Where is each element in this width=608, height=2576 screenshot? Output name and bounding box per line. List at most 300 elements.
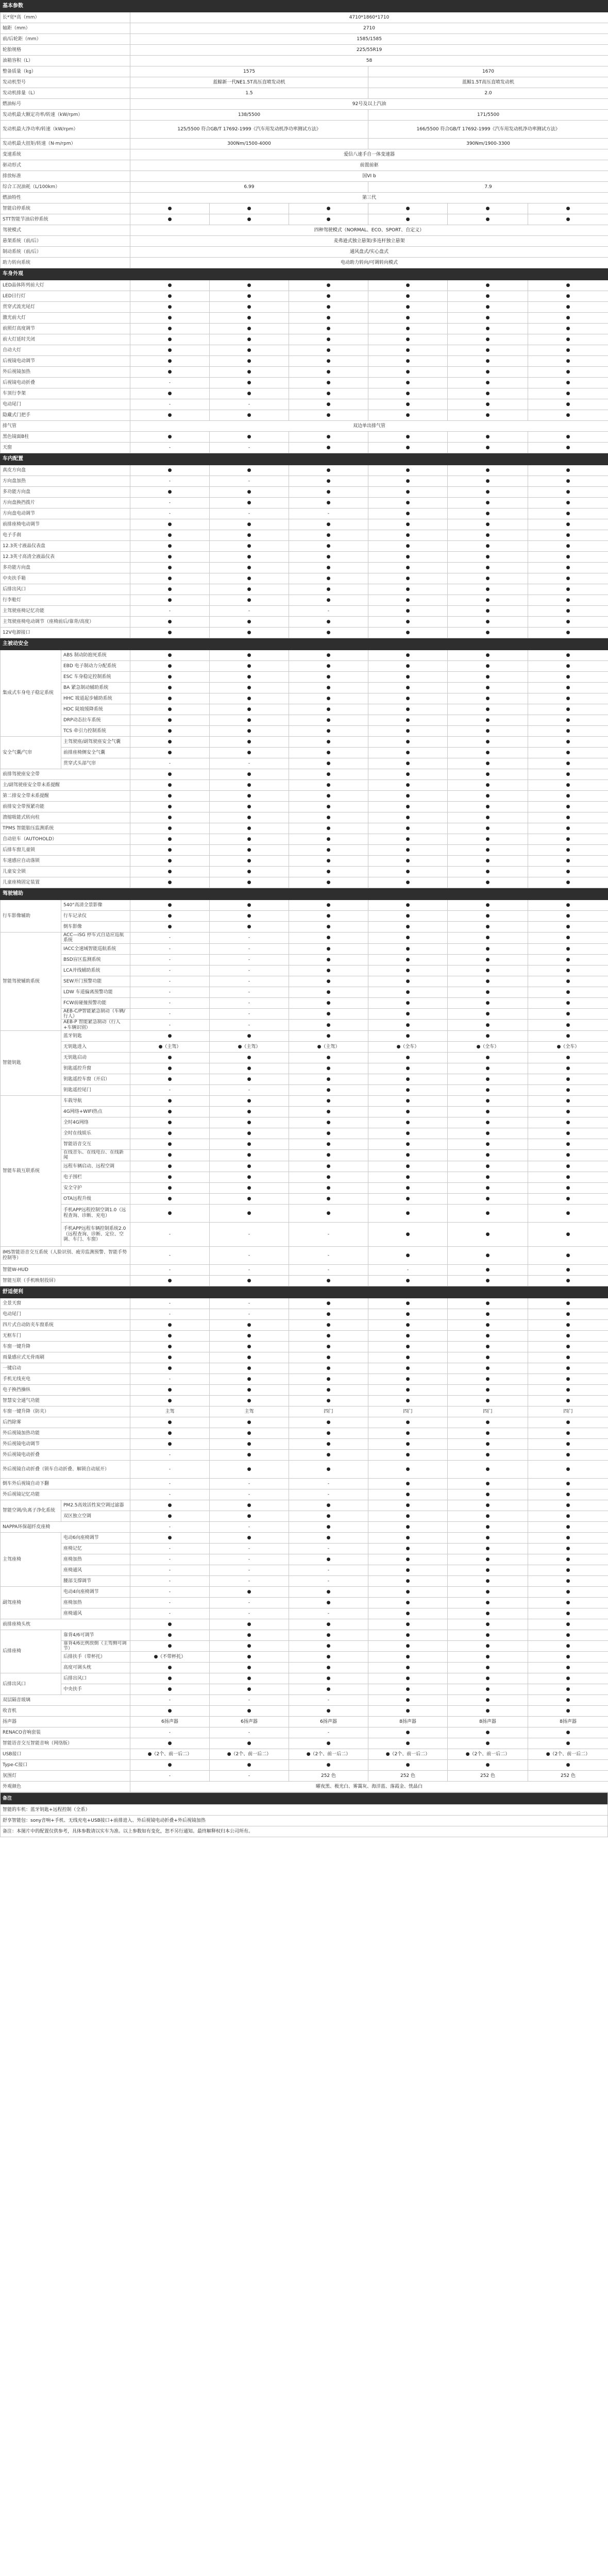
trim-value: - [210, 1695, 289, 1706]
row-label: 多功能方向盘 [1, 487, 130, 498]
row-group-label: 安全气囊/气帘 [1, 737, 61, 769]
trim-value: ● [368, 933, 448, 944]
trim-value: ● [528, 965, 608, 976]
trim-value: ● [289, 1031, 368, 1042]
trim-value: ● [289, 1298, 368, 1309]
trim-value: ● [130, 1139, 210, 1150]
trim-value: ● [289, 1085, 368, 1096]
row-value: 曜夜黑、极光白、雾霭灰、海洋蓝、落霞金、恍晶白 [130, 1782, 608, 1792]
trim-value: ● [448, 606, 528, 617]
trim-value: ● [289, 552, 368, 563]
trim-value: ● [448, 1695, 528, 1706]
trim-value: ● [210, 1684, 289, 1695]
trim-value: ● [210, 1031, 289, 1042]
trim-value: ● [368, 552, 448, 563]
trim-value: ● [289, 726, 368, 737]
spec-row [1, 66, 608, 77]
trim-value: ● [368, 378, 448, 388]
row-label: 电子手刹 [1, 530, 130, 541]
trim-value: ● [368, 867, 448, 877]
trim-value: ● [289, 1128, 368, 1139]
trim-value: - [368, 1264, 448, 1275]
row-label: 高度可调头枕 [61, 1663, 130, 1673]
trim-value: ● [528, 812, 608, 823]
trim-value: ● [448, 541, 528, 552]
trim-value: ●（主驾） [130, 1042, 210, 1053]
trim-value: ● [368, 1619, 448, 1630]
trim-value: ● [289, 802, 368, 812]
trim-value: ● [368, 812, 448, 823]
trim-value: ● [289, 1586, 368, 1597]
trim-value: - [289, 1727, 368, 1738]
trim-value: ● [289, 595, 368, 606]
trim-value: ● [210, 465, 289, 476]
spec-row [1, 802, 608, 812]
row-label: 手机APP远程车辆控制系统2.0（远程查询、诊断、定位、空调、车门、车窗） [61, 1222, 130, 1246]
spec-row [1, 1193, 608, 1204]
trim-value: ● [448, 214, 528, 225]
trim-value: ● [289, 1139, 368, 1150]
row-value: 2710 [130, 23, 608, 34]
trim-value: ● [368, 399, 448, 410]
trim-value: ● [210, 672, 289, 683]
trim-value: ● [448, 291, 528, 302]
trim-value: ● [448, 943, 528, 954]
spec-row [1, 99, 608, 110]
trim-value: ● [210, 1193, 289, 1204]
spec-row [1, 1586, 608, 1597]
trim-value: ● [368, 823, 448, 834]
trim-value: ● [210, 563, 289, 573]
trim-value: 252 色 [368, 1771, 448, 1782]
trim-value: ● [368, 1586, 448, 1597]
trim-value: ● [528, 1319, 608, 1330]
row-label: 黑色镜面B柱 [1, 432, 130, 443]
row-label: IACC全速域智能巡航系统 [61, 943, 130, 954]
row-value: 92号及以上汽油 [130, 99, 608, 110]
trim-value: ● [448, 1384, 528, 1395]
trim-value: ● [210, 324, 289, 334]
trim-value: ● [448, 313, 528, 324]
trim-value: - [130, 954, 210, 965]
section-header [1, 888, 608, 900]
trim-value: ● [528, 1727, 608, 1738]
trim-value: ● [528, 432, 608, 443]
row-group-label: 主驾座椅 [1, 1532, 61, 1586]
row-label: 主驾驶座/副驾驶座安全气囊 [61, 737, 130, 748]
spec-row [1, 1096, 608, 1107]
spec-row [1, 313, 608, 324]
trim-value: ● [528, 1630, 608, 1640]
spec-row [1, 683, 608, 693]
trim-value: ● [368, 715, 448, 726]
spec-row [1, 1222, 608, 1246]
trim-value: ● [528, 987, 608, 997]
trim-value: ● [289, 1020, 368, 1031]
row-label: 前排安全带预紧功能 [1, 802, 130, 812]
trim-value: ● [210, 1428, 289, 1438]
trim-value: ● [528, 573, 608, 584]
trim-value: ● [368, 758, 448, 769]
trim-value: ● [528, 1478, 608, 1489]
trim-value: ● [210, 802, 289, 812]
trim-value: ● [130, 1053, 210, 1063]
spec-row [1, 258, 608, 268]
trim-value: ● [210, 748, 289, 758]
trim-value: ● [130, 1684, 210, 1695]
trim-value: - [130, 1246, 210, 1264]
trim-value: ● [289, 1182, 368, 1193]
trim-value: ● [448, 672, 528, 683]
trim-value: ● [368, 1319, 448, 1330]
spec-row [1, 1511, 608, 1521]
trim-value: ● [130, 823, 210, 834]
row-label: 方向盘换挡拨片 [1, 498, 130, 509]
spec-row [1, 1500, 608, 1511]
trim-value: ● [210, 1172, 289, 1182]
row-value: 171/5500 [368, 110, 608, 121]
trim-value: ● [289, 1630, 368, 1640]
trim-value: ● [368, 1521, 448, 1532]
trim-value: ● [448, 1107, 528, 1117]
trim-value: ● [528, 302, 608, 313]
trim-value: ● [289, 1428, 368, 1438]
trim-value: ● [448, 1139, 528, 1150]
trim-value: ● [448, 823, 528, 834]
trim-value: ● [210, 769, 289, 780]
trim-value: ● [528, 1374, 608, 1384]
trim-value: - [210, 509, 289, 519]
trim-value: ● [289, 1554, 368, 1565]
trim-value: ● [448, 1161, 528, 1172]
row-label: 儿童座椅固定装置 [1, 877, 130, 888]
spec-row [1, 1663, 608, 1673]
trim-value: - [210, 1597, 289, 1608]
trim-value: ● [289, 291, 368, 302]
trim-value: ● [289, 1204, 368, 1222]
trim-value: ● [210, 715, 289, 726]
trim-value: ● [528, 715, 608, 726]
trim-value: ● [448, 1319, 528, 1330]
trim-value: ● [528, 1738, 608, 1749]
spec-row [1, 911, 608, 922]
footer-line-2: 舒享智能包：sony音响+手机、无线充电+USB接口+前排进入、外后视镜电动折叠+外后视镜加热 [1, 1816, 608, 1826]
row-label: 全时4G网络 [61, 1117, 130, 1128]
trim-value: ● [368, 661, 448, 672]
trim-value: ● [368, 748, 448, 758]
row-group-label: 行车影像辅助 [1, 900, 61, 933]
trim-value: ● [368, 1428, 448, 1438]
row-label: 智能语音交互 [61, 1139, 130, 1150]
trim-value: ● [289, 1107, 368, 1117]
row-label: 车载导航 [61, 1096, 130, 1107]
section-title: 驾驶辅助 [1, 888, 608, 900]
trim-value: ● [210, 683, 289, 693]
trim-value: ● [448, 1374, 528, 1384]
trim-value: ● [528, 324, 608, 334]
trim-value: - [130, 1309, 210, 1319]
trim-value: ● [289, 487, 368, 498]
trim-value: ● [448, 1150, 528, 1161]
trim-value: ● [528, 726, 608, 737]
row-label: DRP动态拉车系统 [61, 715, 130, 726]
trim-value: ● [528, 1063, 608, 1074]
row-label: 无框车门 [1, 1330, 130, 1341]
trim-value: ● [130, 1150, 210, 1161]
trim-value: 8扬声器 [448, 1717, 528, 1727]
row-label: 发动机最大额定功率/转速（kW/rpm） [1, 110, 130, 121]
spec-row [1, 280, 608, 291]
trim-value: ● [289, 1161, 368, 1172]
trim-value: ● [368, 976, 448, 987]
trim-value: ● [368, 410, 448, 421]
row-label: OTA远程升级 [61, 1193, 130, 1204]
trim-value: ● [289, 1438, 368, 1449]
trim-value: ● [289, 563, 368, 573]
trim-value: ● [289, 1330, 368, 1341]
trim-value: ●（2个、前一后二） [528, 1749, 608, 1760]
trim-value: - [130, 1449, 210, 1460]
row-label: 倒车外后视镜自动下翻 [1, 1478, 130, 1489]
trim-value: ● [368, 683, 448, 693]
trim-value: ● [448, 334, 528, 345]
trim-value: ● [448, 911, 528, 922]
trim-value: ● [289, 399, 368, 410]
trim-value: - [130, 976, 210, 987]
trim-value: ●（全车） [528, 1042, 608, 1053]
trim-value: - [289, 1575, 368, 1586]
spec-row [1, 302, 608, 313]
trim-value: - [210, 1489, 289, 1500]
trim-value: ● [448, 1008, 528, 1020]
section-header [1, 1286, 608, 1298]
trim-value: ● [289, 1096, 368, 1107]
row-label: 前排座椅电动调节 [1, 519, 130, 530]
trim-value: ● [368, 345, 448, 356]
trim-value: ● [210, 1352, 289, 1363]
trim-value: ● [289, 650, 368, 661]
trim-value: ● [210, 1500, 289, 1511]
trim-value: ● [368, 834, 448, 845]
trim-value: ● [448, 509, 528, 519]
trim-value: - [130, 378, 210, 388]
row-label: 外观颜色 [1, 1782, 130, 1792]
trim-value: ● [210, 595, 289, 606]
trim-value: ● [528, 1298, 608, 1309]
trim-value: ● [528, 606, 608, 617]
spec-row [1, 110, 608, 121]
row-label: 电动尾门 [1, 1309, 130, 1319]
trim-value: ● [210, 1319, 289, 1330]
row-label: BA 紧急制动辅助系统 [61, 683, 130, 693]
spec-row [1, 1478, 608, 1489]
trim-value: ● [448, 922, 528, 933]
trim-value: ● [368, 845, 448, 856]
trim-value: ● [210, 410, 289, 421]
trim-value: ● [448, 1182, 528, 1193]
row-label: AEB-P 智能紧急制动（行人+车辆识别） [61, 1020, 130, 1031]
row-label: 贯穿式流光尾灯 [1, 302, 130, 313]
row-label: 燃油标号 [1, 99, 130, 110]
trim-value: - [210, 1521, 289, 1532]
trim-value: ● [210, 1384, 289, 1395]
trim-value: - [130, 987, 210, 997]
trim-value: ● [528, 443, 608, 453]
trim-value: ● [130, 334, 210, 345]
trim-value: ● [130, 1511, 210, 1521]
trim-value: - [130, 933, 210, 944]
trim-value: ● [528, 1673, 608, 1684]
spec-row [1, 530, 608, 541]
trim-value: ● [289, 834, 368, 845]
trim-value: ● [368, 334, 448, 345]
trim-value: ● [448, 1096, 528, 1107]
trim-value: ● [448, 737, 528, 748]
row-label: 外后视镜自动折叠（锁车自动折叠、解锁自动展开） [1, 1460, 130, 1478]
trim-value: ● [130, 1096, 210, 1107]
trim-value: ● [528, 1663, 608, 1673]
trim-value: ● [289, 922, 368, 933]
row-label: 车速感应自动落锁 [1, 856, 130, 867]
trim-value: ● [528, 1107, 608, 1117]
trim-value: ● [130, 1630, 210, 1640]
trim-value: ● [289, 1500, 368, 1511]
trim-value: ● [368, 1275, 448, 1286]
row-label: 一键启动 [1, 1363, 130, 1374]
trim-value: ● [289, 1193, 368, 1204]
spec-row [1, 1161, 608, 1172]
trim-value: ● [210, 432, 289, 443]
trim-value: - [210, 758, 289, 769]
trim-value: ● [210, 302, 289, 313]
trim-value: ● [448, 1673, 528, 1684]
row-label: 前大灯延时关闭 [1, 334, 130, 345]
spec-row [1, 758, 608, 769]
trim-value: ● [528, 867, 608, 877]
trim-value: ● [528, 487, 608, 498]
trim-value: ● [448, 1204, 528, 1222]
row-label: RENACO音响套装 [1, 1727, 130, 1738]
trim-value: ● [289, 737, 368, 748]
row-label: 540°高清全景影像 [61, 900, 130, 911]
trim-value: ● [289, 954, 368, 965]
row-label: BSD盲区监测系统 [61, 954, 130, 965]
spec-row [1, 933, 608, 944]
trim-value: ● [448, 748, 528, 758]
trim-value: - [289, 1246, 368, 1264]
trim-value: ● [528, 1074, 608, 1085]
row-label: 前排驾驶座安全带 [1, 769, 130, 780]
trim-value: ● [448, 563, 528, 573]
trim-value: ● [448, 877, 528, 888]
spec-row [1, 563, 608, 573]
row-label: 方向盘电动调节 [1, 509, 130, 519]
spec-row [1, 965, 608, 976]
row-label: FCW前碰撞预警功能 [61, 997, 130, 1008]
trim-value: ● [289, 498, 368, 509]
trim-value: ● [448, 1298, 528, 1309]
spec-row [1, 121, 608, 139]
spec-row [1, 900, 608, 911]
trim-value: ● [528, 1053, 608, 1063]
trim-value: ● [528, 683, 608, 693]
trim-value: ● [368, 1085, 448, 1096]
row-label: 收音机 [1, 1706, 130, 1717]
trim-value: ● [528, 1511, 608, 1521]
trim-value: ● [289, 530, 368, 541]
trim-value: - [130, 965, 210, 976]
trim-value: - [289, 1264, 368, 1275]
trim-value: ● [130, 1107, 210, 1117]
row-label: 蓝牙钥匙 [61, 1031, 130, 1042]
trim-value: ● [448, 693, 528, 704]
footer-title: 备注 [1, 1793, 608, 1805]
row-label: 钥匙遥控车窗（开启） [61, 1074, 130, 1085]
spec-row [1, 356, 608, 367]
row-group-label: 智能驾驶辅助系统 [1, 933, 61, 1031]
spec-row [1, 922, 608, 933]
trim-value: 主驾 [210, 1406, 289, 1417]
trim-value: ● [448, 628, 528, 638]
trim-value: ● [210, 1417, 289, 1428]
row-label: 行李舱灯 [1, 595, 130, 606]
trim-value: - [210, 987, 289, 997]
spec-row [1, 1107, 608, 1117]
row-label: 腰部支撑调节 [61, 1575, 130, 1586]
trim-value: ● [448, 769, 528, 780]
trim-value: ● [289, 541, 368, 552]
trim-value: ● [368, 1020, 448, 1031]
trim-value: ● [448, 443, 528, 453]
trim-value: ● [528, 758, 608, 769]
row-value: 390Nm/1900-3300 [368, 139, 608, 149]
row-label: 电动4向座椅调节 [61, 1586, 130, 1597]
trim-value: ● [448, 487, 528, 498]
row-label: 变速系统 [1, 149, 130, 160]
trim-value: ● [130, 291, 210, 302]
trim-value: ● [210, 922, 289, 933]
trim-value: ● [368, 1417, 448, 1428]
trim-value: ● [289, 334, 368, 345]
trim-value: ● [528, 997, 608, 1008]
row-label: 远程车辆启动、远程空调 [61, 1161, 130, 1172]
spec-row [1, 1330, 608, 1341]
row-label: 后排出风口 [61, 1673, 130, 1684]
row-value: 6.99 [130, 182, 368, 193]
row-value: 58 [130, 56, 608, 66]
trim-value: ● [528, 650, 608, 661]
trim-value: ● [448, 399, 528, 410]
trim-value: ● [130, 465, 210, 476]
trim-value: ● [289, 933, 368, 944]
trim-value: ● [289, 900, 368, 911]
trim-value: ● [368, 1161, 448, 1172]
spec-row [1, 845, 608, 856]
trim-value: ● [289, 748, 368, 758]
spec-row [1, 552, 608, 563]
trim-value: ● [368, 1384, 448, 1395]
row-label: 钥匙遥控升窗 [61, 1063, 130, 1074]
spec-row [1, 1597, 608, 1608]
trim-value: ● [368, 856, 448, 867]
spec-row [1, 171, 608, 182]
trim-value: - [210, 965, 289, 976]
trim-value: ● [448, 1565, 528, 1575]
row-label: ESC 车身稳定控制系统 [61, 672, 130, 683]
trim-value: ● [130, 877, 210, 888]
trim-value: ● [368, 541, 448, 552]
trim-value: ● [448, 1031, 528, 1042]
